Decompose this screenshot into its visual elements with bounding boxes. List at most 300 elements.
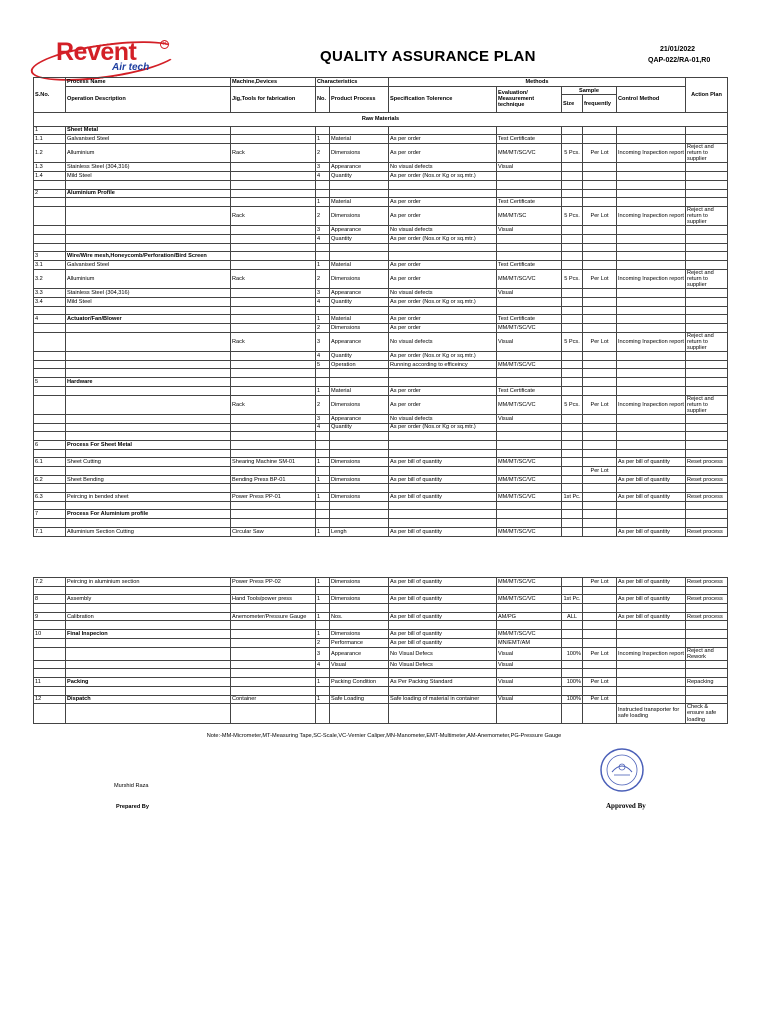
cell-sample-size <box>562 323 583 332</box>
cell-char-no <box>316 306 330 315</box>
cell-product-process <box>330 378 389 387</box>
cell-specification: No Visual Defecs <box>389 647 497 660</box>
cell-sample-size: 5 Pcs. <box>562 144 583 163</box>
cell-control-method <box>617 226 686 235</box>
cell-evaluation: MM/MT/SC/VC <box>497 493 562 502</box>
cell-product-process: Performance <box>330 638 389 647</box>
cell-evaluation <box>497 621 562 630</box>
table-row <box>34 704 728 723</box>
cell-action-plan <box>686 289 728 298</box>
cell-specification <box>389 252 497 261</box>
cell-char-no <box>316 686 330 695</box>
cell-sample-size <box>562 297 583 306</box>
cell-operation: Galvanised Steel <box>66 135 231 144</box>
cell-evaluation <box>497 297 562 306</box>
cell-action-plan: Reset process <box>686 475 728 484</box>
cell-char-no: 1 <box>316 527 330 536</box>
cell-machine <box>231 378 316 387</box>
cell-sample-frequency <box>583 630 617 639</box>
cell-control-method <box>617 423 686 432</box>
cell-evaluation: Test Certificate <box>497 135 562 144</box>
cell-char-no: 2 <box>316 206 330 225</box>
cell-sample-frequency <box>583 423 617 432</box>
cell-char-no: 1 <box>316 458 330 467</box>
cell-control-method <box>617 414 686 423</box>
cell-sample-frequency <box>583 432 617 441</box>
cell-char-no: 2 <box>316 323 330 332</box>
cell-operation: Mild Steel <box>66 172 231 181</box>
cell-product-process <box>330 252 389 261</box>
cell-sample-size <box>562 630 583 639</box>
cell-sample-frequency <box>583 449 617 458</box>
cell-sample-size <box>562 126 583 135</box>
cell-operation <box>66 484 231 493</box>
table-row <box>34 612 728 621</box>
cell-specification: As per bill of quantity <box>389 612 497 621</box>
cell-sample-size <box>562 586 583 595</box>
cell-sample-size <box>562 467 583 476</box>
cell-product-process <box>330 484 389 493</box>
cell-specification <box>389 449 497 458</box>
cell-sno: 6.2 <box>34 475 66 484</box>
cell-control-method: Incoming Inspection report <box>617 206 686 225</box>
cell-specification: Running according to efficeincy <box>389 360 497 369</box>
cell-char-no <box>316 501 330 510</box>
cell-control-method <box>617 306 686 315</box>
cell-action-plan <box>686 449 728 458</box>
cell-sno <box>34 369 66 378</box>
cell-sample-frequency <box>583 527 617 536</box>
cell-product-process: Appearance <box>330 332 389 351</box>
cell-sno <box>34 360 66 369</box>
cell-sno: 9 <box>34 612 66 621</box>
cell-machine <box>231 440 316 449</box>
cell-sample-size: ALL <box>562 612 583 621</box>
cell-sample-size <box>562 352 583 361</box>
cell-action-plan <box>686 586 728 595</box>
cell-operation: Mild Steel <box>66 297 231 306</box>
logo-brand: Revent <box>56 38 137 66</box>
cell-evaluation: MM/MT/SC/VC <box>497 475 562 484</box>
cell-control-method <box>617 126 686 135</box>
cell-sample-frequency <box>583 289 617 298</box>
cell-product-process <box>330 306 389 315</box>
cell-action-plan: Reset process <box>686 458 728 467</box>
cell-action-plan <box>686 423 728 432</box>
cell-sno: 3.4 <box>34 297 66 306</box>
cell-action-plan <box>686 378 728 387</box>
cell-product-process: Quantity <box>330 172 389 181</box>
cell-char-no <box>316 440 330 449</box>
cell-machine <box>231 604 316 613</box>
cell-action-plan <box>686 163 728 172</box>
cell-operation <box>66 660 231 669</box>
cell-evaluation <box>497 432 562 441</box>
cell-control-method <box>617 369 686 378</box>
cell-specification <box>389 510 497 519</box>
header-specification: Specification Tolerence <box>389 86 497 112</box>
cell-control-method <box>617 604 686 613</box>
cell-control-method <box>617 669 686 678</box>
cell-machine: Power Press PP-02 <box>231 578 316 587</box>
cell-control-method <box>617 323 686 332</box>
cell-operation <box>66 467 231 476</box>
cell-sample-frequency: Per Lot <box>583 269 617 288</box>
cell-product-process: Visual <box>330 660 389 669</box>
cell-specification: As per order <box>389 206 497 225</box>
cell-product-process <box>330 669 389 678</box>
cell-evaluation <box>497 243 562 252</box>
cell-specification <box>389 467 497 476</box>
cell-action-plan: Reject and Rework <box>686 647 728 660</box>
cell-sno <box>34 386 66 395</box>
table-row <box>34 269 728 288</box>
cell-sno <box>34 180 66 189</box>
cell-sample-frequency <box>583 638 617 647</box>
cell-sno: 3.1 <box>34 261 66 270</box>
cell-machine <box>231 172 316 181</box>
cell-evaluation <box>497 519 562 528</box>
cell-sample-size: 5 Pcs. <box>562 206 583 225</box>
cell-sno: 1.2 <box>34 144 66 163</box>
cell-evaluation: Visual <box>497 332 562 351</box>
cell-char-no: 1 <box>316 595 330 604</box>
cell-evaluation <box>497 180 562 189</box>
cell-action-plan <box>686 243 728 252</box>
cell-sample-size <box>562 440 583 449</box>
cell-sample-frequency: Per Lot <box>583 144 617 163</box>
cell-sno: 4 <box>34 315 66 324</box>
document-code: QAP-022/RA-01,R0 <box>648 57 711 64</box>
cell-sno <box>34 432 66 441</box>
cell-product-process: Quantity <box>330 297 389 306</box>
cell-specification: No visual defects <box>389 163 497 172</box>
cell-product-process <box>330 519 389 528</box>
cell-sample-frequency <box>583 180 617 189</box>
cell-control-method: Incoming Inspection report <box>617 647 686 660</box>
cell-action-plan <box>686 630 728 639</box>
cell-action-plan: Reset process <box>686 578 728 587</box>
approved-by-label: Approved By <box>606 802 646 810</box>
header-sno: S.No. <box>34 78 66 113</box>
cell-specification: As per order (Nos.or Kg or sq.mtr.) <box>389 423 497 432</box>
cell-action-plan: Reset process <box>686 527 728 536</box>
page-title: QUALITY ASSURANCE PLAN <box>320 48 536 65</box>
cell-sample-size <box>562 484 583 493</box>
cell-operation <box>66 226 231 235</box>
header-methods: Methods <box>389 78 686 87</box>
cell-sno <box>34 519 66 528</box>
cell-operation: Process For Aluminium profile <box>66 510 231 519</box>
cell-sno: 1.1 <box>34 135 66 144</box>
header-operation-description: Operation Description <box>66 86 231 112</box>
cell-machine <box>231 189 316 198</box>
cell-operation <box>66 686 231 695</box>
cell-machine <box>231 261 316 270</box>
cell-specification <box>389 189 497 198</box>
cell-control-method <box>617 352 686 361</box>
cell-product-process <box>330 604 389 613</box>
cell-char-no: 1 <box>316 612 330 621</box>
cell-sample-frequency <box>583 414 617 423</box>
cell-action-plan <box>686 638 728 647</box>
cell-action-plan: Reset process <box>686 612 728 621</box>
cell-operation: Calibration <box>66 612 231 621</box>
cell-action-plan <box>686 432 728 441</box>
header-jig-tools: Jig,Tools for fabrication <box>231 86 316 112</box>
cell-specification: As per order (Nos.or Kg or sq.mtr.) <box>389 352 497 361</box>
cell-specification <box>389 306 497 315</box>
cell-action-plan <box>686 226 728 235</box>
cell-sample-size <box>562 378 583 387</box>
cell-specification: No Visual Defecs <box>389 660 497 669</box>
cell-specification: As per order <box>389 386 497 395</box>
cell-action-plan: Reject and return to supplier <box>686 269 728 288</box>
cell-specification: As per order <box>389 261 497 270</box>
cell-char-no: 2 <box>316 144 330 163</box>
cell-operation: Actuator/Fan/Blower <box>66 315 231 324</box>
cell-operation: Aluminium Profile <box>66 189 231 198</box>
cell-char-no <box>316 621 330 630</box>
cell-sample-frequency: Per Lot <box>583 578 617 587</box>
cell-operation: Stainless Steel (304,316) <box>66 163 231 172</box>
cell-action-plan <box>686 695 728 704</box>
cell-control-method <box>617 261 686 270</box>
cell-char-no <box>316 432 330 441</box>
cell-evaluation <box>497 467 562 476</box>
cell-char-no: 2 <box>316 269 330 288</box>
table-row <box>34 315 728 324</box>
cell-sample-frequency: Per Lot <box>583 332 617 351</box>
cell-evaluation <box>497 484 562 493</box>
cell-sno <box>34 198 66 207</box>
cell-sample-frequency <box>583 323 617 332</box>
cell-sample-frequency <box>583 315 617 324</box>
cell-machine <box>231 126 316 135</box>
registered-icon: R <box>160 40 169 49</box>
cell-control-method <box>617 289 686 298</box>
cell-action-plan <box>686 414 728 423</box>
table-row <box>34 527 728 536</box>
cell-control-method <box>617 235 686 244</box>
cell-specification: As per order (Nos.or Kg or sq.mtr.) <box>389 235 497 244</box>
cell-sno <box>34 647 66 660</box>
table-row <box>34 126 728 135</box>
cell-char-no: 1 <box>316 493 330 502</box>
cell-char-no: 3 <box>316 414 330 423</box>
cell-evaluation <box>497 440 562 449</box>
cell-sample-frequency <box>583 243 617 252</box>
cell-sample-size <box>562 449 583 458</box>
cell-sample-size <box>562 172 583 181</box>
cell-machine: Circular Saw <box>231 527 316 536</box>
cell-specification: As per order <box>389 144 497 163</box>
header-control-method: Control Method <box>617 86 686 112</box>
cell-evaluation <box>497 235 562 244</box>
cell-sno: 1 <box>34 126 66 135</box>
cell-evaluation: MM/MT/SC/VC <box>497 527 562 536</box>
cell-evaluation <box>497 252 562 261</box>
cell-specification: As per bill of quantity <box>389 527 497 536</box>
cell-sample-frequency: Per Lot <box>583 395 617 414</box>
cell-control-method <box>617 252 686 261</box>
cell-action-plan: Reject and return to supplier <box>686 206 728 225</box>
cell-sample-frequency: Per Lot <box>583 206 617 225</box>
cell-char-no <box>316 243 330 252</box>
cell-sample-frequency: Per Lot <box>583 695 617 704</box>
cell-machine <box>231 252 316 261</box>
cell-sample-frequency <box>583 198 617 207</box>
table-row <box>34 595 728 604</box>
prepared-by-label: Prepared By <box>116 804 149 810</box>
cell-machine <box>231 226 316 235</box>
qap-rows-top <box>34 126 728 536</box>
cell-machine <box>231 323 316 332</box>
cell-product-process: Dimensions <box>330 206 389 225</box>
cell-char-no <box>316 484 330 493</box>
cell-sample-size: 5 Pcs. <box>562 332 583 351</box>
cell-action-plan <box>686 519 728 528</box>
cell-machine <box>231 163 316 172</box>
cell-control-method <box>617 621 686 630</box>
cell-specification: Safe loading of material in container <box>389 695 497 704</box>
cell-char-no: 3 <box>316 226 330 235</box>
cell-sample-frequency <box>583 586 617 595</box>
table-row <box>34 323 728 332</box>
cell-product-process: Operation <box>330 360 389 369</box>
cell-product-process <box>330 510 389 519</box>
cell-evaluation: MM/MT/SC/VC <box>497 578 562 587</box>
cell-control-method: As per bill of quantity <box>617 578 686 587</box>
cell-specification: As per bill of quantity <box>389 630 497 639</box>
cell-sample-size <box>562 458 583 467</box>
table-row <box>34 252 728 261</box>
cell-sample-frequency <box>583 235 617 244</box>
cell-machine: Container <box>231 695 316 704</box>
cell-evaluation <box>497 378 562 387</box>
header-action-plan: Action Plan <box>686 78 728 113</box>
cell-operation: Stainless Steel (304,316) <box>66 289 231 298</box>
header-process-name: Process Name <box>66 78 231 87</box>
cell-char-no: 2 <box>316 638 330 647</box>
table-row <box>34 638 728 647</box>
cell-sno <box>34 414 66 423</box>
cell-control-method: As per bill of quantity <box>617 458 686 467</box>
cell-evaluation: MM/MT/SC/VC <box>497 458 562 467</box>
cell-operation <box>66 198 231 207</box>
cell-action-plan <box>686 440 728 449</box>
cell-char-no <box>316 669 330 678</box>
cell-operation <box>66 386 231 395</box>
cell-sample-size <box>562 198 583 207</box>
cell-control-method <box>617 180 686 189</box>
cell-evaluation: MM/MT/SC/VC <box>497 630 562 639</box>
cell-evaluation <box>497 306 562 315</box>
cell-sample-frequency <box>583 612 617 621</box>
cell-specification: As per order <box>389 395 497 414</box>
cell-sample-size <box>562 423 583 432</box>
cell-sample-frequency <box>583 163 617 172</box>
cell-sample-frequency <box>583 440 617 449</box>
table-row <box>34 332 728 351</box>
cell-sample-size <box>562 510 583 519</box>
cell-product-process <box>330 440 389 449</box>
cell-sno <box>34 586 66 595</box>
table-row <box>34 306 728 315</box>
cell-sample-size <box>562 369 583 378</box>
cell-action-plan <box>686 352 728 361</box>
cell-specification <box>389 669 497 678</box>
cell-sno: 12 <box>34 695 66 704</box>
table-row <box>34 467 728 476</box>
cell-sno: 1.4 <box>34 172 66 181</box>
cell-sno <box>34 669 66 678</box>
cell-specification: As per order <box>389 315 497 324</box>
cell-machine: Rack <box>231 395 316 414</box>
cell-sample-size <box>562 189 583 198</box>
cell-char-no: 3 <box>316 647 330 660</box>
cell-sample-size <box>562 289 583 298</box>
cell-machine <box>231 510 316 519</box>
cell-machine <box>231 678 316 687</box>
cell-specification: As per bill of quantity <box>389 638 497 647</box>
cell-machine <box>231 414 316 423</box>
cell-product-process: Material <box>330 261 389 270</box>
cell-control-method <box>617 510 686 519</box>
cell-sample-frequency <box>583 475 617 484</box>
cell-product-process <box>330 243 389 252</box>
cell-action-plan: Reject and return to supplier <box>686 395 728 414</box>
cell-machine <box>231 423 316 432</box>
cell-machine <box>231 660 316 669</box>
cell-evaluation: Visual <box>497 695 562 704</box>
cell-sample-frequency: Per Lot <box>583 678 617 687</box>
cell-sample-frequency <box>583 306 617 315</box>
cell-product-process <box>330 586 389 595</box>
table-row <box>34 647 728 660</box>
cell-control-method <box>617 386 686 395</box>
cell-evaluation: MN/EMT/AM <box>497 638 562 647</box>
cell-char-no: 1 <box>316 678 330 687</box>
cell-machine <box>231 484 316 493</box>
cell-operation: Peircing in aluminium section <box>66 578 231 587</box>
table-row <box>34 163 728 172</box>
cell-operation <box>66 306 231 315</box>
cell-product-process <box>330 369 389 378</box>
cell-sample-size <box>562 686 583 695</box>
cell-operation <box>66 332 231 351</box>
cell-sample-size <box>562 135 583 144</box>
header-characteristics: Characteristics <box>316 78 389 87</box>
cell-evaluation <box>497 352 562 361</box>
cell-action-plan: Reset process <box>686 595 728 604</box>
cell-sample-size <box>562 704 583 723</box>
cell-sample-frequency <box>583 686 617 695</box>
cell-sample-frequency <box>583 189 617 198</box>
cell-sno: 7.1 <box>34 527 66 536</box>
cell-action-plan <box>686 323 728 332</box>
cell-control-method <box>617 660 686 669</box>
cell-product-process: Appearance <box>330 163 389 172</box>
qap-table-top <box>33 77 728 537</box>
cell-action-plan <box>686 510 728 519</box>
cell-machine <box>231 630 316 639</box>
cell-sno: 6.3 <box>34 493 66 502</box>
cell-sample-size <box>562 360 583 369</box>
cell-sample-size <box>562 261 583 270</box>
cell-evaluation: AM/PG <box>497 612 562 621</box>
abbreviation-note: Note:-MM-Micrometer,MT-Measuring Tape,SC-Scale,VC-Vernier Caliper,MN-Manometer,EMT-Multimeter,AM-Anemometer,PG-Pressure Gauge <box>206 733 562 739</box>
